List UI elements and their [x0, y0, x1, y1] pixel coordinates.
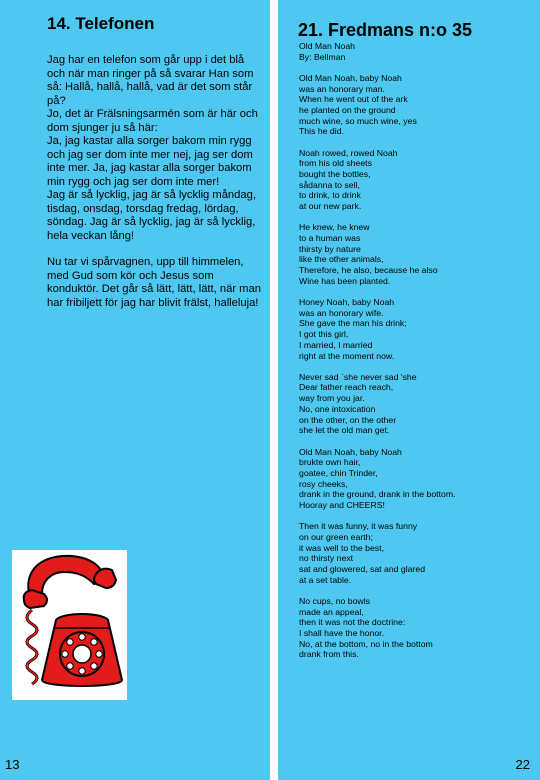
stanza: Old Man Noah, baby Noah brukte own hair, goatee, chin Trinder, rosy cheeks, drank in the ground, drank in the bottom. Hooray and CHEERS! [299, 446, 456, 511]
right-column [278, 0, 540, 780]
stanza: Honey Noah, baby Noah was an honorary wife. She gave the man his drink; I got this girl, I married, I married right at the moment now. [299, 297, 407, 361]
stanza: Old Man Noah By: Bellman [299, 41, 356, 62]
page-number-left: 13 [5, 757, 20, 772]
right-song-title: 21. Fredmans n:o 35 [298, 20, 473, 40]
stanza: No cups, no bowls made an appeal, then it was not the doctrine: I shall have the honor. No, at the bottom, no in the bottom drank from this. [299, 595, 433, 660]
right-song-lyrics [299, 41, 539, 671]
left-song-lyrics [47, 54, 262, 323]
stanza: Never sad `she never sad 'she Dear father reach reach, way from you jar. No, one intoxication on the other, on the other she let the old man get. [299, 371, 417, 436]
telephone-illustration [12, 550, 127, 700]
stanza: He knew, he knew to a human was thirsty by nature like the other animals, Therefore, he also, because he also Wine has been planted. [299, 222, 438, 286]
page-number-right: 22 [515, 757, 530, 772]
left-lyrics-paragraph: Nu tar vi spårvagnen, upp till himmelen, med Gud som kör och Jesus som konduktör. Det går så lätt, lätt, lätt, när man har fribiljett för jag har blivit frälst, halleluja! [47, 256, 261, 309]
left-song-title: 14. Telefonen [47, 14, 155, 33]
stanza: Noah rowed, rowed Noah from his old sheets bought the bottles, sådanna to sell, to drink, to drink at our new park. [299, 147, 398, 212]
left-lyrics-paragraph: Jag har en telefon som går upp i det blå och när man ringer på så svarar Han som så: Hallå, hallå, hallå, vad är det som står på? Jo, det är Frälsningsarmén som är här och dom sjunger ju så här: Ja, jag kastar alla sorger bakom min rygg och jag ser dom inte mer nej, jag ser dom inte mer. Ja, jag kastar alla sorger bakom min rygg och jag ser dom inte mer! Jag är så lycklig, jag är så lycklig måndag, tisdag, onsdag, torsdag fredag, lördag, söndag. Jag är så lycklig, jag är så lycklig, hela veckan lång! [47, 54, 258, 242]
stanza: Old Man Noah, baby Noah was an honorary man. When he went out of the ark he planted on the ground much wine, so much wine, yes This he did. [299, 72, 417, 137]
stanza: Then it was funny, it was funny on our green earth; it was well to the best, no thirsty next sat and glowered, sat and glared at a set table. [299, 521, 426, 585]
red-rotary-telephone-icon [12, 550, 127, 700]
